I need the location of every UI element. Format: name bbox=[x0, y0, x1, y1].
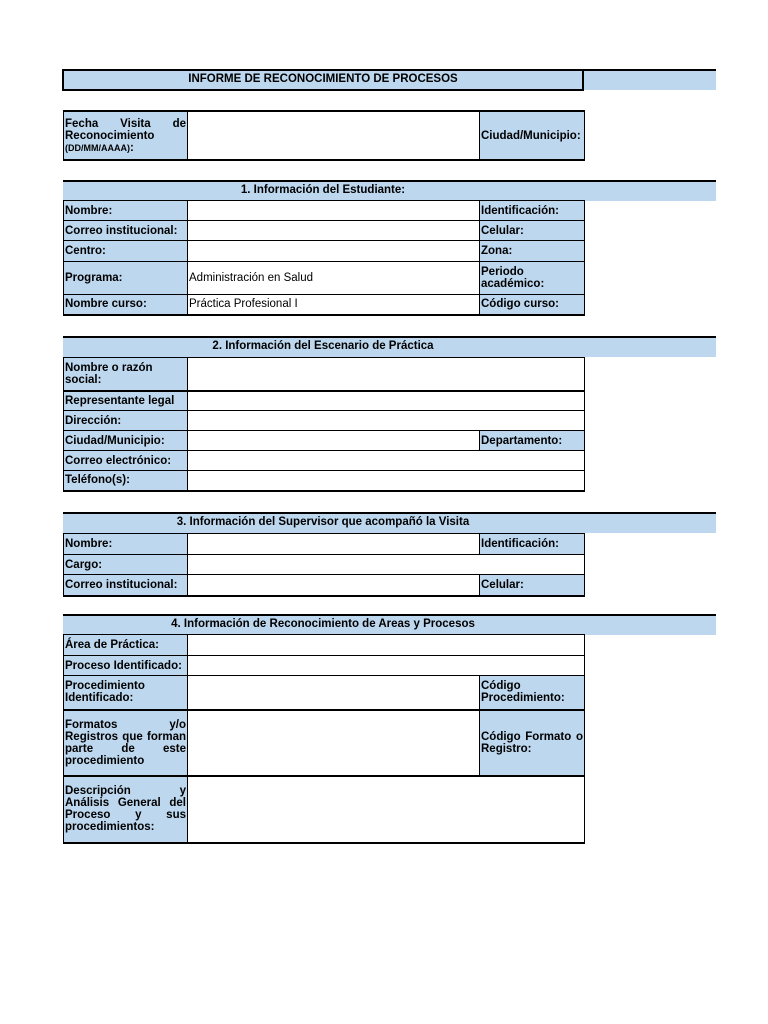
process-field[interactable] bbox=[188, 656, 585, 676]
student-program-value: Administración en Salud bbox=[188, 262, 480, 295]
supervisor-role-label: Cargo: bbox=[64, 555, 188, 575]
visit-date-label bbox=[64, 111, 188, 160]
section1-header: 1. Información del Estudiante: bbox=[240, 184, 406, 196]
formats-field[interactable] bbox=[188, 710, 480, 776]
format-code-label: Código Formato o Registro: bbox=[480, 710, 585, 776]
visit-date-field[interactable] bbox=[188, 111, 480, 160]
practice-area-label: Área de Práctica: bbox=[64, 635, 188, 656]
student-name-field[interactable] bbox=[188, 201, 480, 221]
course-name-label: Nombre curso: bbox=[64, 295, 188, 315]
title-border-left bbox=[62, 69, 64, 90]
student-phone-label: Celular: bbox=[480, 221, 585, 241]
section2-header-bar bbox=[63, 336, 716, 357]
section2-header: 2. Información del Escenario de Práctica bbox=[212, 340, 434, 352]
student-table bbox=[63, 200, 585, 316]
section4-header-bar bbox=[63, 614, 716, 635]
legal-rep-field[interactable] bbox=[188, 391, 585, 411]
supervisor-email-field[interactable] bbox=[188, 575, 480, 596]
process-label: Proceso Identificado: bbox=[64, 656, 188, 676]
legal-rep-label: Representante legal bbox=[64, 391, 188, 411]
procedure-code-label: Código Procedimiento: bbox=[480, 676, 585, 710]
practice-area-field[interactable] bbox=[188, 635, 585, 656]
description-label: Descripción y Análisis General del Proceso y sus procedimientos: bbox=[64, 776, 188, 843]
course-code-label: Código curso: bbox=[480, 295, 585, 315]
section4-header: 4. Información de Reconocimiento de Areas y Procesos bbox=[171, 618, 475, 630]
supervisor-table bbox=[63, 533, 585, 597]
scenario-email-field[interactable] bbox=[188, 451, 585, 471]
procedure-label: Procedimiento Identificado: bbox=[64, 676, 188, 710]
formats-label: Formatos y/o Registros que forman parte de este procedimiento bbox=[64, 710, 188, 776]
description-field[interactable] bbox=[188, 776, 585, 843]
title-border-bottom bbox=[62, 89, 584, 91]
address-label: Dirección: bbox=[64, 411, 188, 431]
visit-city-label: Ciudad/Municipio: bbox=[480, 111, 585, 160]
visit-date-format: (DD/MM/AAAA) bbox=[65, 142, 130, 153]
report-title-bar bbox=[63, 69, 716, 90]
student-email-label: Correo institucional: bbox=[64, 221, 188, 241]
address-field[interactable] bbox=[188, 411, 585, 431]
student-center-label: Centro: bbox=[64, 241, 188, 262]
department-label: Departamento: bbox=[480, 431, 585, 451]
supervisor-id-label: Identificación: bbox=[480, 534, 585, 555]
scenario-phone-field[interactable] bbox=[188, 471, 585, 491]
section3-header: 3. Información del Supervisor que acompañó la Visita bbox=[176, 516, 470, 528]
course-name-value: Práctica Profesional I bbox=[188, 295, 480, 315]
student-program-label: Programa: bbox=[64, 262, 188, 295]
title-border-right bbox=[582, 69, 584, 90]
section1-header-bar bbox=[63, 180, 716, 201]
student-center-field[interactable] bbox=[188, 241, 480, 262]
company-name-field[interactable] bbox=[188, 358, 585, 391]
scenario-city-label: Ciudad/Municipio: bbox=[64, 431, 188, 451]
student-zone-label: Zona: bbox=[480, 241, 585, 262]
process-table bbox=[63, 634, 585, 844]
visit-date-label-line1: Fecha Visita de bbox=[65, 117, 186, 130]
procedure-field[interactable] bbox=[188, 676, 480, 710]
company-name-label: Nombre o razón social: bbox=[64, 358, 188, 391]
student-id-label: Identificación: bbox=[480, 201, 585, 221]
supervisor-name-field[interactable] bbox=[188, 534, 480, 555]
visit-date-label-line2: Reconocimiento bbox=[65, 129, 155, 142]
section3-header-bar bbox=[63, 512, 716, 533]
scenario-city-field[interactable] bbox=[188, 431, 480, 451]
student-period-label: Periodo académico: bbox=[480, 262, 585, 295]
visit-date-colon: : bbox=[130, 141, 134, 154]
student-name-label: Nombre: bbox=[64, 201, 188, 221]
scenario-email-label: Correo electrónico: bbox=[64, 451, 188, 471]
supervisor-phone-label: Celular: bbox=[480, 575, 585, 596]
scenario-phone-label: Teléfono(s): bbox=[64, 471, 188, 491]
student-email-field[interactable] bbox=[188, 221, 480, 241]
supervisor-email-label: Correo institucional: bbox=[64, 575, 188, 596]
scenario-table bbox=[63, 357, 585, 492]
supervisor-name-label: Nombre: bbox=[64, 534, 188, 555]
supervisor-role-field[interactable] bbox=[188, 555, 585, 575]
visit-table bbox=[63, 110, 585, 161]
report-title: INFORME DE RECONOCIMIENTO DE PROCESOS bbox=[188, 73, 458, 85]
